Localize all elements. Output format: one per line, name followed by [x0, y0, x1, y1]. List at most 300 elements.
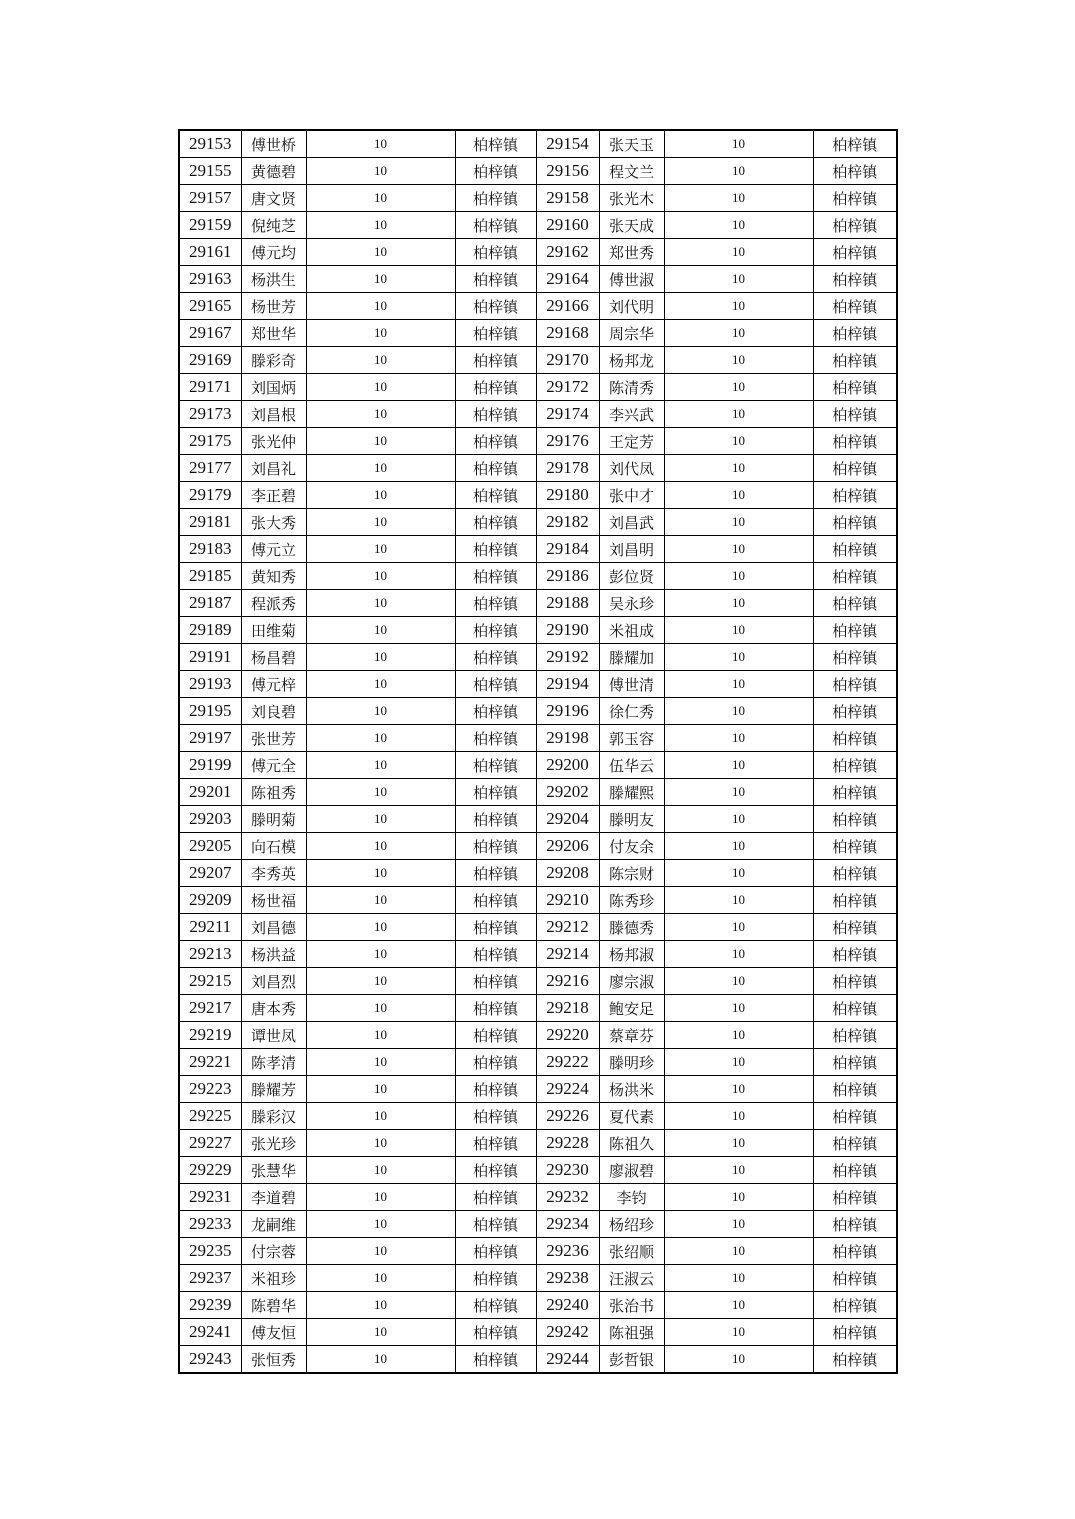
name-cell: 彭位贤	[599, 563, 664, 590]
id-cell: 29204	[536, 806, 599, 833]
table-row	[179, 1076, 897, 1103]
name-cell: 滕彩奇	[241, 347, 306, 374]
name-cell: 傅友恒	[241, 1319, 306, 1346]
id-cell: 29162	[536, 239, 599, 266]
id-cell: 29214	[536, 941, 599, 968]
id-cell: 29208	[536, 860, 599, 887]
amount-cell: 10	[306, 1076, 455, 1103]
amount-cell: 10	[664, 455, 813, 482]
id-cell: 29173	[179, 401, 241, 428]
name-cell: 付友余	[599, 833, 664, 860]
table-row	[179, 671, 897, 698]
table-row	[179, 860, 897, 887]
name-cell: 杨洪米	[599, 1076, 664, 1103]
town-cell: 柏梓镇	[455, 671, 536, 698]
town-cell: 柏梓镇	[455, 1130, 536, 1157]
amount-cell: 10	[306, 914, 455, 941]
name-cell: 陈孝清	[241, 1049, 306, 1076]
name-cell: 张天成	[599, 212, 664, 239]
amount-cell: 10	[306, 158, 455, 185]
id-cell: 29203	[179, 806, 241, 833]
amount-cell: 10	[306, 725, 455, 752]
amount-cell: 10	[306, 1319, 455, 1346]
id-cell: 29188	[536, 590, 599, 617]
town-cell: 柏梓镇	[455, 995, 536, 1022]
name-cell: 陈祖秀	[241, 779, 306, 806]
amount-cell: 10	[306, 374, 455, 401]
town-cell: 柏梓镇	[813, 887, 897, 914]
amount-cell: 10	[664, 374, 813, 401]
amount-cell: 10	[664, 698, 813, 725]
amount-cell: 10	[306, 1022, 455, 1049]
town-cell: 柏梓镇	[455, 1319, 536, 1346]
id-cell: 29226	[536, 1103, 599, 1130]
table-row	[179, 266, 897, 293]
name-cell: 唐本秀	[241, 995, 306, 1022]
town-cell: 柏梓镇	[813, 374, 897, 401]
table-row	[179, 401, 897, 428]
town-cell: 柏梓镇	[813, 1319, 897, 1346]
id-cell: 29221	[179, 1049, 241, 1076]
town-cell: 柏梓镇	[455, 590, 536, 617]
id-cell: 29157	[179, 185, 241, 212]
amount-cell: 10	[306, 482, 455, 509]
id-cell: 29202	[536, 779, 599, 806]
amount-cell: 10	[306, 455, 455, 482]
town-cell: 柏梓镇	[813, 1238, 897, 1265]
town-cell: 柏梓镇	[813, 455, 897, 482]
town-cell: 柏梓镇	[455, 725, 536, 752]
town-cell: 柏梓镇	[813, 860, 897, 887]
amount-cell: 10	[664, 941, 813, 968]
name-cell: 廖淑碧	[599, 1157, 664, 1184]
town-cell: 柏梓镇	[455, 1076, 536, 1103]
table-row	[179, 806, 897, 833]
name-cell: 杨昌碧	[241, 644, 306, 671]
id-cell: 29185	[179, 563, 241, 590]
amount-cell: 10	[664, 914, 813, 941]
town-cell: 柏梓镇	[813, 347, 897, 374]
town-cell: 柏梓镇	[455, 644, 536, 671]
id-cell: 29232	[536, 1184, 599, 1211]
name-cell: 王定芳	[599, 428, 664, 455]
id-cell: 29169	[179, 347, 241, 374]
name-cell: 蔡章芬	[599, 1022, 664, 1049]
id-cell: 29186	[536, 563, 599, 590]
amount-cell: 10	[306, 1292, 455, 1319]
amount-cell: 10	[664, 590, 813, 617]
town-cell: 柏梓镇	[455, 320, 536, 347]
town-cell: 柏梓镇	[455, 1238, 536, 1265]
id-cell: 29166	[536, 293, 599, 320]
roster-body	[179, 130, 897, 1373]
amount-cell: 10	[306, 212, 455, 239]
name-cell: 傅世淑	[599, 266, 664, 293]
name-cell: 刘昌烈	[241, 968, 306, 995]
id-cell: 29172	[536, 374, 599, 401]
amount-cell: 10	[306, 1238, 455, 1265]
town-cell: 柏梓镇	[813, 1049, 897, 1076]
town-cell: 柏梓镇	[455, 347, 536, 374]
table-row	[179, 1184, 897, 1211]
amount-cell: 10	[664, 617, 813, 644]
id-cell: 29182	[536, 509, 599, 536]
town-cell: 柏梓镇	[813, 239, 897, 266]
id-cell: 29205	[179, 833, 241, 860]
town-cell: 柏梓镇	[455, 833, 536, 860]
town-cell: 柏梓镇	[813, 401, 897, 428]
amount-cell: 10	[306, 833, 455, 860]
name-cell: 张光仲	[241, 428, 306, 455]
amount-cell: 10	[664, 1319, 813, 1346]
town-cell: 柏梓镇	[455, 185, 536, 212]
amount-cell: 10	[664, 860, 813, 887]
name-cell: 廖宗淑	[599, 968, 664, 995]
town-cell: 柏梓镇	[813, 536, 897, 563]
amount-cell: 10	[664, 644, 813, 671]
name-cell: 程文兰	[599, 158, 664, 185]
amount-cell: 10	[306, 671, 455, 698]
amount-cell: 10	[306, 1211, 455, 1238]
id-cell: 29200	[536, 752, 599, 779]
table-row	[179, 968, 897, 995]
id-cell: 29210	[536, 887, 599, 914]
town-cell: 柏梓镇	[455, 428, 536, 455]
town-cell: 柏梓镇	[455, 293, 536, 320]
town-cell: 柏梓镇	[813, 185, 897, 212]
table-row	[179, 644, 897, 671]
id-cell: 29170	[536, 347, 599, 374]
name-cell: 向石模	[241, 833, 306, 860]
id-cell: 29201	[179, 779, 241, 806]
name-cell: 夏代素	[599, 1103, 664, 1130]
name-cell: 陈清秀	[599, 374, 664, 401]
amount-cell: 10	[306, 752, 455, 779]
town-cell: 柏梓镇	[813, 1346, 897, 1374]
table-row	[179, 455, 897, 482]
town-cell: 柏梓镇	[813, 509, 897, 536]
name-cell: 李兴武	[599, 401, 664, 428]
town-cell: 柏梓镇	[455, 1265, 536, 1292]
name-cell: 唐文贤	[241, 185, 306, 212]
id-cell: 29199	[179, 752, 241, 779]
name-cell: 米祖珍	[241, 1265, 306, 1292]
town-cell: 柏梓镇	[813, 644, 897, 671]
id-cell: 29176	[536, 428, 599, 455]
table-row	[179, 1022, 897, 1049]
name-cell: 陈碧华	[241, 1292, 306, 1319]
amount-cell: 10	[664, 968, 813, 995]
name-cell: 陈宗财	[599, 860, 664, 887]
table-row	[179, 509, 897, 536]
town-cell: 柏梓镇	[813, 1103, 897, 1130]
town-cell: 柏梓镇	[813, 806, 897, 833]
town-cell: 柏梓镇	[455, 563, 536, 590]
amount-cell: 10	[664, 428, 813, 455]
id-cell: 29222	[536, 1049, 599, 1076]
amount-cell: 10	[664, 1238, 813, 1265]
town-cell: 柏梓镇	[455, 968, 536, 995]
amount-cell: 10	[306, 536, 455, 563]
amount-cell: 10	[306, 1049, 455, 1076]
name-cell: 付宗蓉	[241, 1238, 306, 1265]
table-row	[179, 941, 897, 968]
town-cell: 柏梓镇	[813, 563, 897, 590]
id-cell: 29229	[179, 1157, 241, 1184]
id-cell: 29227	[179, 1130, 241, 1157]
town-cell: 柏梓镇	[455, 266, 536, 293]
name-cell: 周宗华	[599, 320, 664, 347]
id-cell: 29211	[179, 914, 241, 941]
id-cell: 29161	[179, 239, 241, 266]
town-cell: 柏梓镇	[813, 671, 897, 698]
name-cell: 杨绍珍	[599, 1211, 664, 1238]
town-cell: 柏梓镇	[813, 698, 897, 725]
id-cell: 29160	[536, 212, 599, 239]
table-row	[179, 212, 897, 239]
amount-cell: 10	[306, 563, 455, 590]
town-cell: 柏梓镇	[455, 617, 536, 644]
town-cell: 柏梓镇	[813, 1076, 897, 1103]
amount-cell: 10	[664, 1346, 813, 1374]
name-cell: 李秀英	[241, 860, 306, 887]
name-cell: 张绍顺	[599, 1238, 664, 1265]
amount-cell: 10	[306, 266, 455, 293]
id-cell: 29239	[179, 1292, 241, 1319]
id-cell: 29196	[536, 698, 599, 725]
name-cell: 鲍安足	[599, 995, 664, 1022]
id-cell: 29230	[536, 1157, 599, 1184]
amount-cell: 10	[664, 995, 813, 1022]
table-row	[179, 563, 897, 590]
town-cell: 柏梓镇	[813, 428, 897, 455]
id-cell: 29235	[179, 1238, 241, 1265]
table-row	[179, 725, 897, 752]
name-cell: 龙嗣维	[241, 1211, 306, 1238]
table-row	[179, 293, 897, 320]
amount-cell: 10	[306, 860, 455, 887]
name-cell: 刘良碧	[241, 698, 306, 725]
name-cell: 傅世清	[599, 671, 664, 698]
id-cell: 29184	[536, 536, 599, 563]
name-cell: 杨洪生	[241, 266, 306, 293]
amount-cell: 10	[664, 320, 813, 347]
amount-cell: 10	[306, 887, 455, 914]
town-cell: 柏梓镇	[455, 1049, 536, 1076]
name-cell: 杨邦龙	[599, 347, 664, 374]
table-row	[179, 130, 897, 158]
town-cell: 柏梓镇	[455, 536, 536, 563]
town-cell: 柏梓镇	[455, 1022, 536, 1049]
table-row	[179, 752, 897, 779]
id-cell: 29243	[179, 1346, 241, 1374]
table-row	[179, 617, 897, 644]
id-cell: 29206	[536, 833, 599, 860]
id-cell: 29194	[536, 671, 599, 698]
id-cell: 29213	[179, 941, 241, 968]
amount-cell: 10	[664, 1076, 813, 1103]
amount-cell: 10	[664, 806, 813, 833]
name-cell: 傅元全	[241, 752, 306, 779]
name-cell: 李道碧	[241, 1184, 306, 1211]
name-cell: 陈祖久	[599, 1130, 664, 1157]
id-cell: 29209	[179, 887, 241, 914]
amount-cell: 10	[306, 617, 455, 644]
table-row	[179, 779, 897, 806]
name-cell: 傅元均	[241, 239, 306, 266]
amount-cell: 10	[306, 401, 455, 428]
name-cell: 张光木	[599, 185, 664, 212]
amount-cell: 10	[664, 482, 813, 509]
town-cell: 柏梓镇	[455, 752, 536, 779]
town-cell: 柏梓镇	[455, 374, 536, 401]
town-cell: 柏梓镇	[455, 455, 536, 482]
amount-cell: 10	[664, 212, 813, 239]
name-cell: 程派秀	[241, 590, 306, 617]
name-cell: 刘昌根	[241, 401, 306, 428]
table-row	[179, 185, 897, 212]
id-cell: 29238	[536, 1265, 599, 1292]
amount-cell: 10	[664, 185, 813, 212]
name-cell: 张世芳	[241, 725, 306, 752]
amount-cell: 10	[306, 1130, 455, 1157]
id-cell: 29241	[179, 1319, 241, 1346]
id-cell: 29183	[179, 536, 241, 563]
amount-cell: 10	[306, 1184, 455, 1211]
id-cell: 29163	[179, 266, 241, 293]
id-cell: 29244	[536, 1346, 599, 1374]
town-cell: 柏梓镇	[455, 1103, 536, 1130]
name-cell: 倪纯芝	[241, 212, 306, 239]
id-cell: 29187	[179, 590, 241, 617]
town-cell: 柏梓镇	[813, 995, 897, 1022]
id-cell: 29219	[179, 1022, 241, 1049]
amount-cell: 10	[664, 536, 813, 563]
town-cell: 柏梓镇	[813, 1292, 897, 1319]
name-cell: 张慧华	[241, 1157, 306, 1184]
amount-cell: 10	[664, 752, 813, 779]
town-cell: 柏梓镇	[813, 941, 897, 968]
name-cell: 米祖成	[599, 617, 664, 644]
amount-cell: 10	[306, 968, 455, 995]
table-row	[179, 320, 897, 347]
id-cell: 29193	[179, 671, 241, 698]
id-cell: 29167	[179, 320, 241, 347]
name-cell: 傅元梓	[241, 671, 306, 698]
town-cell: 柏梓镇	[813, 1265, 897, 1292]
town-cell: 柏梓镇	[455, 914, 536, 941]
id-cell: 29195	[179, 698, 241, 725]
amount-cell: 10	[306, 590, 455, 617]
id-cell: 29181	[179, 509, 241, 536]
amount-cell: 10	[306, 509, 455, 536]
amount-cell: 10	[664, 671, 813, 698]
name-cell: 张大秀	[241, 509, 306, 536]
name-cell: 黄知秀	[241, 563, 306, 590]
name-cell: 傅元立	[241, 536, 306, 563]
table-row	[179, 995, 897, 1022]
amount-cell: 10	[664, 1211, 813, 1238]
table-row	[179, 590, 897, 617]
amount-cell: 10	[664, 563, 813, 590]
town-cell: 柏梓镇	[455, 887, 536, 914]
name-cell: 杨洪益	[241, 941, 306, 968]
table-row	[179, 482, 897, 509]
amount-cell: 10	[306, 644, 455, 671]
table-row	[179, 1346, 897, 1374]
town-cell: 柏梓镇	[813, 1184, 897, 1211]
name-cell: 汪淑云	[599, 1265, 664, 1292]
table-row	[179, 887, 897, 914]
amount-cell: 10	[664, 1265, 813, 1292]
table-row	[179, 833, 897, 860]
town-cell: 柏梓镇	[455, 1346, 536, 1374]
amount-cell: 10	[306, 293, 455, 320]
name-cell: 田维菊	[241, 617, 306, 644]
id-cell: 29197	[179, 725, 241, 752]
name-cell: 滕德秀	[599, 914, 664, 941]
amount-cell: 10	[664, 130, 813, 158]
town-cell: 柏梓镇	[813, 617, 897, 644]
town-cell: 柏梓镇	[455, 401, 536, 428]
name-cell: 谭世凤	[241, 1022, 306, 1049]
town-cell: 柏梓镇	[813, 590, 897, 617]
name-cell: 滕耀熙	[599, 779, 664, 806]
town-cell: 柏梓镇	[813, 293, 897, 320]
town-cell: 柏梓镇	[455, 1211, 536, 1238]
amount-cell: 10	[306, 941, 455, 968]
table-row	[179, 1157, 897, 1184]
name-cell: 滕明友	[599, 806, 664, 833]
name-cell: 张天玉	[599, 130, 664, 158]
table-row	[179, 1238, 897, 1265]
amount-cell: 10	[664, 293, 813, 320]
town-cell: 柏梓镇	[813, 1157, 897, 1184]
town-cell: 柏梓镇	[455, 1292, 536, 1319]
amount-cell: 10	[664, 1130, 813, 1157]
id-cell: 29233	[179, 1211, 241, 1238]
name-cell: 刘昌德	[241, 914, 306, 941]
id-cell: 29215	[179, 968, 241, 995]
amount-cell: 10	[664, 1157, 813, 1184]
name-cell: 杨邦淑	[599, 941, 664, 968]
id-cell: 29171	[179, 374, 241, 401]
amount-cell: 10	[664, 347, 813, 374]
town-cell: 柏梓镇	[455, 158, 536, 185]
name-cell: 刘国炳	[241, 374, 306, 401]
id-cell: 29234	[536, 1211, 599, 1238]
amount-cell: 10	[664, 239, 813, 266]
id-cell: 29225	[179, 1103, 241, 1130]
id-cell: 29155	[179, 158, 241, 185]
name-cell: 黄德碧	[241, 158, 306, 185]
town-cell: 柏梓镇	[813, 266, 897, 293]
id-cell: 29178	[536, 455, 599, 482]
table-row	[179, 1130, 897, 1157]
table-row	[179, 1319, 897, 1346]
town-cell: 柏梓镇	[455, 1184, 536, 1211]
amount-cell: 10	[664, 1049, 813, 1076]
name-cell: 彭哲银	[599, 1346, 664, 1374]
name-cell: 滕彩汉	[241, 1103, 306, 1130]
town-cell: 柏梓镇	[455, 239, 536, 266]
id-cell: 29174	[536, 401, 599, 428]
table-row	[179, 536, 897, 563]
amount-cell: 10	[306, 1103, 455, 1130]
id-cell: 29218	[536, 995, 599, 1022]
amount-cell: 10	[306, 347, 455, 374]
id-cell: 29154	[536, 130, 599, 158]
